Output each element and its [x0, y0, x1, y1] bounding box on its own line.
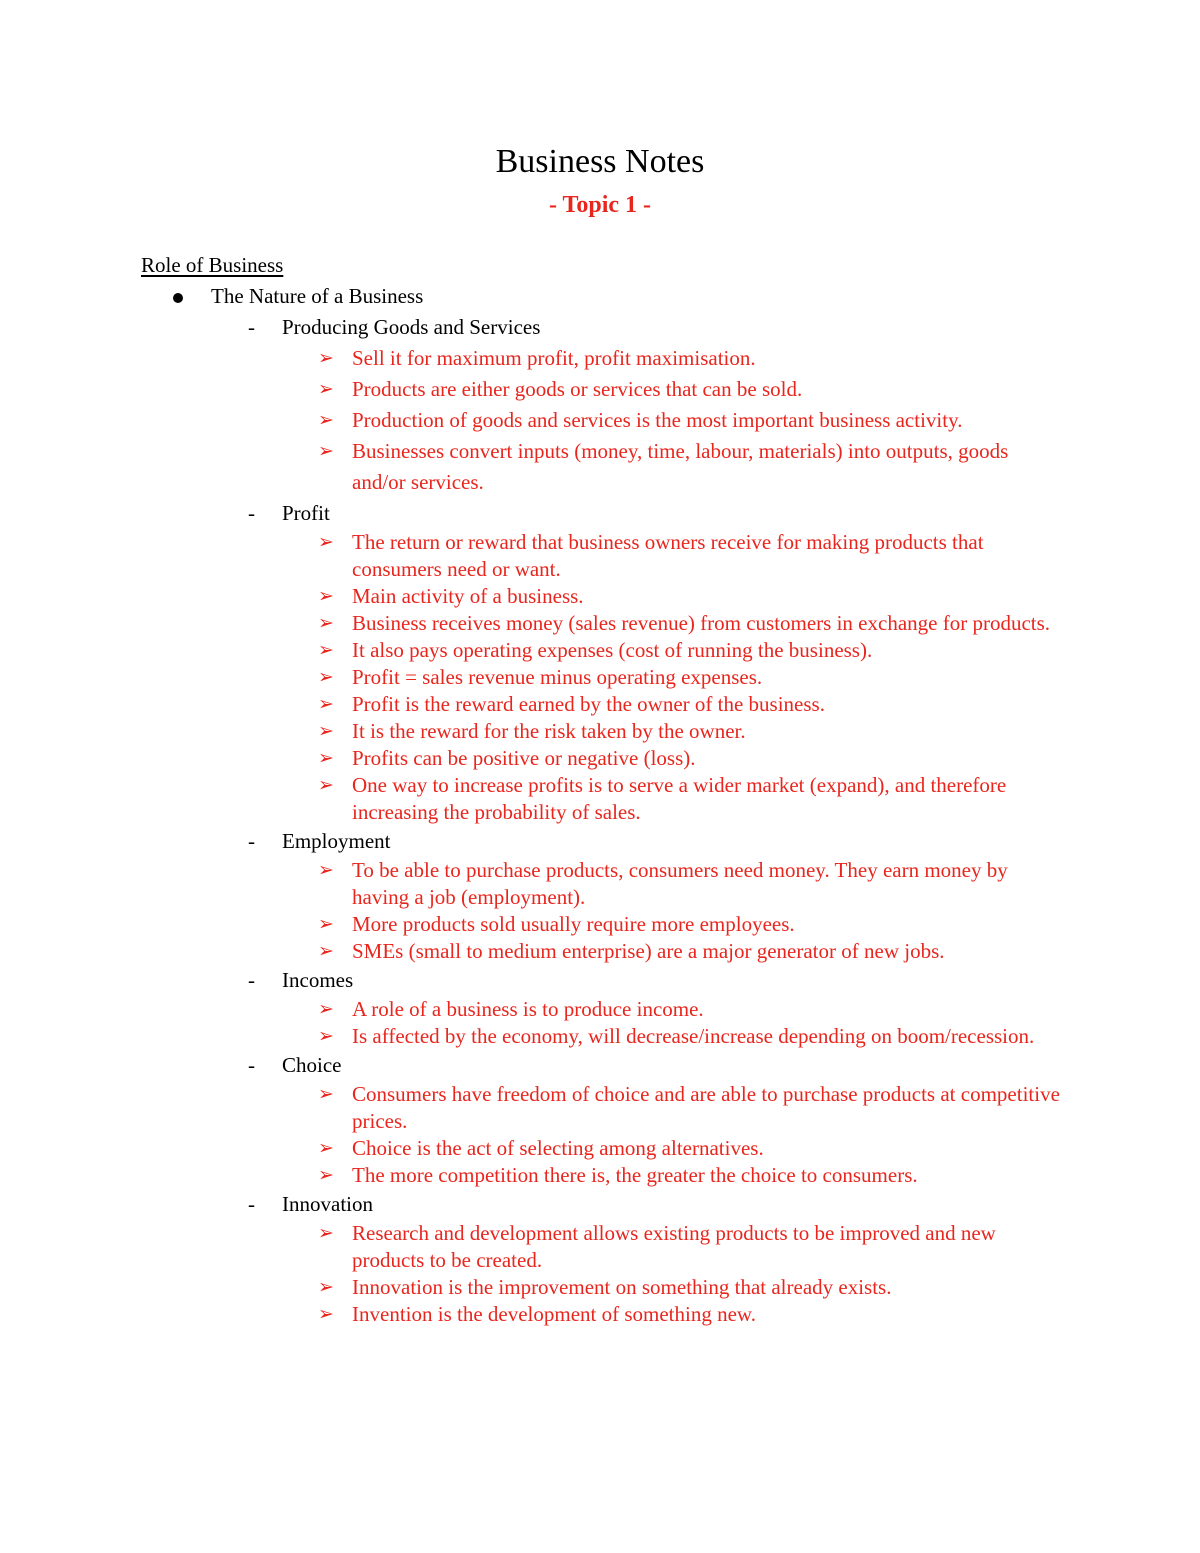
document-title: Business Notes: [495, 143, 705, 180]
point-text: It also pays operating expenses (cost of running the business).: [352, 638, 873, 662]
topic-label: Producing Goods and Services: [282, 315, 541, 339]
arrowhead-icon: ➢: [318, 440, 334, 462]
topic-item: [0, 1050, 1200, 1081]
arrowhead-icon: ➢: [318, 1083, 334, 1105]
point-text: Is affected by the economy, will decrease/increase depending on boom/recession.: [352, 1024, 1035, 1048]
point-item: [318, 664, 1067, 691]
section-heading: Role of Business: [141, 253, 284, 277]
arrowhead-icon: ➢: [318, 409, 334, 431]
dash-marker: -: [248, 1053, 255, 1077]
point-text: The return or reward that business owners receive for making products that consumers need or want.: [352, 530, 984, 581]
point-item: [318, 1162, 1067, 1189]
point-text: To be able to purchase products, consumers need money. They earn money by having a job (employment).: [352, 858, 1008, 909]
point-item: [318, 583, 1067, 610]
point-item: [318, 529, 1067, 583]
point-item: [318, 405, 1067, 436]
point-text: Products are either goods or services that can be sold.: [352, 377, 803, 401]
dash-marker: -: [248, 1192, 255, 1216]
arrowhead-icon: ➢: [318, 747, 334, 769]
point-text: Business receives money (sales revenue) from customers in exchange for products.: [352, 611, 1051, 635]
arrowhead-icon: ➢: [318, 1164, 334, 1186]
arrowhead-icon: ➢: [318, 612, 334, 634]
arrowhead-icon: ➢: [318, 720, 334, 742]
arrowhead-icon: ➢: [318, 378, 334, 400]
point-item: [318, 938, 1067, 965]
subheading-label: The Nature of a Business: [211, 284, 424, 308]
topic-label: Innovation: [282, 1192, 373, 1216]
point-text: Profit = sales revenue minus operating expenses.: [352, 665, 763, 689]
point-text: Businesses convert inputs (money, time, labour, materials) into outputs, goods and/or services.: [352, 439, 1009, 494]
point-text: More products sold usually require more employees.: [352, 912, 795, 936]
point-item: [318, 857, 1067, 911]
point-item: [318, 772, 1067, 826]
topic-item: [0, 1189, 1200, 1220]
point-text: Production of goods and services is the most important business activity.: [352, 408, 963, 432]
point-text: Profits can be positive or negative (loss).: [352, 746, 696, 770]
document-subtitle: - Topic 1 -: [548, 192, 652, 218]
point-text: Profit is the reward earned by the owner of the business.: [352, 692, 825, 716]
arrowhead-icon: ➢: [318, 913, 334, 935]
arrowhead-icon: ➢: [318, 666, 334, 688]
point-item: [318, 1274, 1067, 1301]
filled-circle-bullet-icon: [173, 293, 183, 303]
arrowhead-icon: ➢: [318, 1025, 334, 1047]
topic-label: Choice: [282, 1053, 342, 1077]
point-text: Research and development allows existing products to be improved and new products to be created.: [352, 1221, 996, 1272]
topic-label: Incomes: [282, 968, 354, 992]
topic-label: Profit: [282, 501, 330, 525]
topic-points: [0, 529, 1200, 826]
point-text: One way to increase profits is to serve a wider market (expand), and therefore increasing the probability of sales.: [352, 773, 1007, 824]
point-text: The more competition there is, the greater the choice to consumers.: [352, 1163, 918, 1187]
point-item: [318, 637, 1067, 664]
topic-item: [0, 498, 1200, 529]
arrowhead-icon: ➢: [318, 998, 334, 1020]
dash-marker: -: [248, 501, 255, 525]
point-item: [318, 610, 1067, 637]
arrowhead-icon: ➢: [318, 859, 334, 881]
point-item: [318, 745, 1067, 772]
arrowhead-icon: ➢: [318, 940, 334, 962]
topic-points: [0, 857, 1200, 965]
point-item: [318, 1081, 1067, 1135]
topic-item: [0, 965, 1200, 996]
point-text: Consumers have freedom of choice and are able to purchase products at competitive prices.: [352, 1082, 1060, 1133]
point-item: [318, 996, 1067, 1023]
arrowhead-icon: ➢: [318, 585, 334, 607]
arrowhead-icon: ➢: [318, 1137, 334, 1159]
topic-points: [0, 1220, 1200, 1328]
topic-points: [0, 996, 1200, 1050]
arrowhead-icon: ➢: [318, 693, 334, 715]
topic-item: [0, 826, 1200, 857]
arrowhead-icon: ➢: [318, 1303, 334, 1325]
point-text: Innovation is the improvement on something that already exists.: [352, 1275, 892, 1299]
point-item: [318, 343, 1067, 374]
dash-marker: -: [248, 315, 255, 339]
arrowhead-icon: ➢: [318, 347, 334, 369]
point-text: A role of a business is to produce income.: [352, 997, 704, 1021]
arrowhead-icon: ➢: [318, 1276, 334, 1298]
point-item: [318, 691, 1067, 718]
topic-points: [0, 1081, 1200, 1189]
dash-marker: -: [248, 968, 255, 992]
arrowhead-icon: ➢: [318, 639, 334, 661]
subheading: [211, 281, 423, 312]
point-text: Invention is the development of something new.: [352, 1302, 756, 1326]
dash-marker: -: [248, 829, 255, 853]
point-item: [318, 374, 1067, 405]
point-text: Choice is the act of selecting among alternatives.: [352, 1136, 764, 1160]
point-item: [318, 1023, 1067, 1050]
arrowhead-icon: ➢: [318, 774, 334, 796]
topic-list: [0, 312, 1200, 1328]
point-text: Main activity of a business.: [352, 584, 584, 608]
topic-points: [0, 343, 1200, 498]
point-item: [318, 1301, 1067, 1328]
point-item: [318, 718, 1067, 745]
point-item: [318, 1135, 1067, 1162]
point-item: [318, 1220, 1067, 1274]
point-text: Sell it for maximum profit, profit maximisation.: [352, 346, 756, 370]
topic-item: [0, 312, 1200, 343]
point-item: [318, 911, 1067, 938]
point-text: SMEs (small to medium enterprise) are a major generator of new jobs.: [352, 939, 945, 963]
arrowhead-icon: ➢: [318, 531, 334, 553]
arrowhead-icon: ➢: [318, 1222, 334, 1244]
point-item: [318, 436, 1067, 498]
topic-label: Employment: [282, 829, 391, 853]
point-text: It is the reward for the risk taken by the owner.: [352, 719, 746, 743]
